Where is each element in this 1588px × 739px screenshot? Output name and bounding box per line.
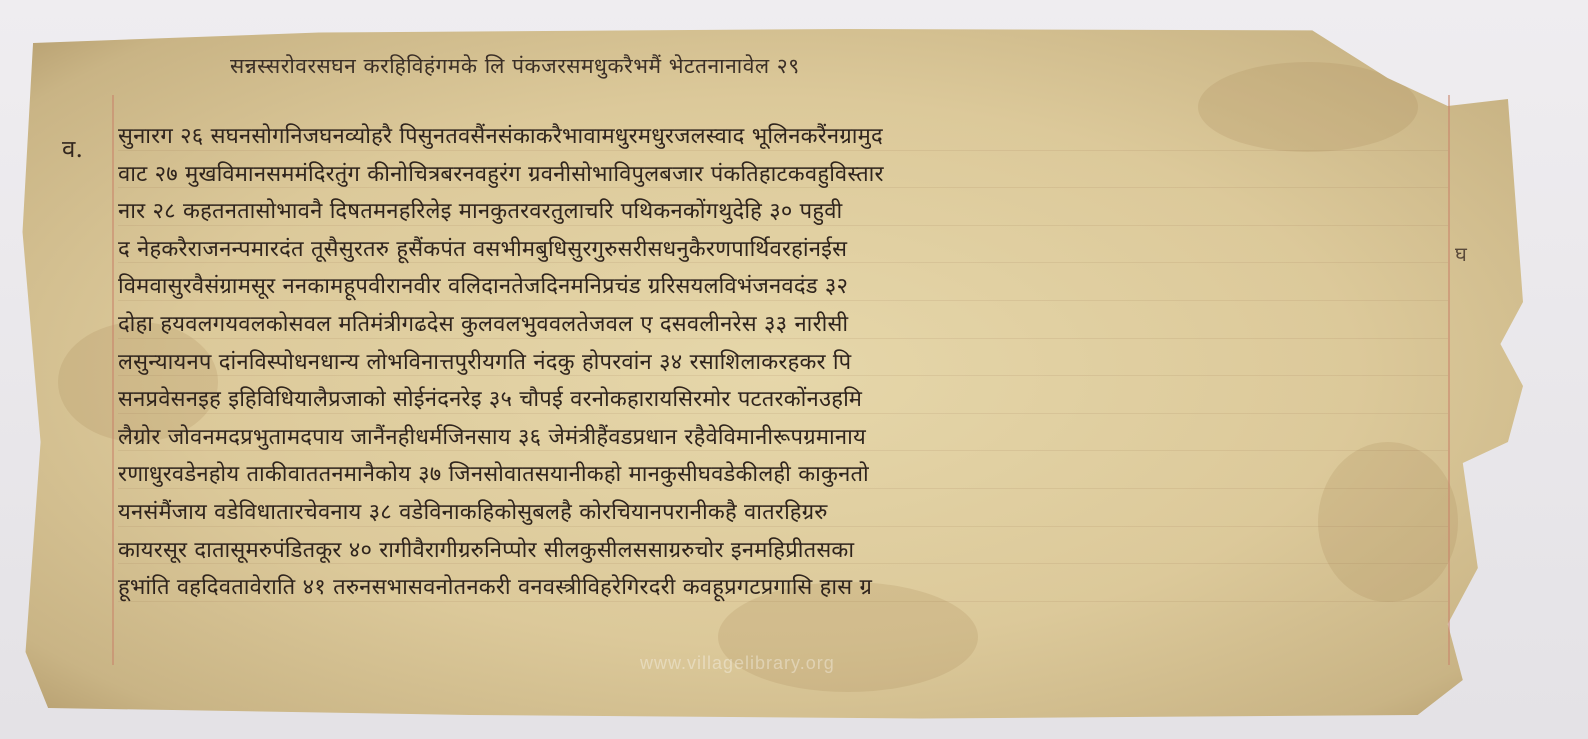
folio-number: व. (62, 135, 83, 163)
text-line: हूभांति वहदिवतावेराति ४१ तरुनसभासवनोतनकरी वनवस्त्रीविहरेगिरदरी कवहूप्रगटप्रगासि हास ग्र (118, 569, 1448, 607)
text-line: कायरसूर दातासूमरुपंडितकूर ४० रागीवैरागीग्ररुनिप्पोर सीलकुसीलससाग्ररुचोर इनमहिप्रीतसका (118, 532, 1448, 570)
text-line: यनसंमैंजाय वडेविधातारचेवनाय ३८ वडेविनाकहिकोसुबलहै कोरचियानपरानीकहै वातरहिग्ररु (118, 494, 1448, 532)
text-line: लसुन्यायनप दांनविस्पोधनधान्य लोभविनात्तपुरीयगति नंदकु होपरवांन ३४ रसाशिलाकरहकर पि (118, 344, 1448, 382)
text-line: विमवासुरवैसंग्रामसूर ननकामहूपवीरानवीर वलिदानतेजदिनमनिप्रचंड ग्ररिसयलविभंजनवदंड ३२ (118, 268, 1448, 306)
text-line: वाट २७ मुखविमानसममंदिरतुंग कीनोचित्रबरनवहुरंग ग्रवनीसोभाविपुलबजार पंकतिहाटकवहुविस्तार (118, 156, 1448, 194)
manuscript-text-block (118, 118, 1448, 607)
header-line: सन्नस्सरोवरसघन करहिविहंगमके लि पंकजरसमधुकरैभमैं भेटतनानावेल २९ (230, 54, 800, 78)
text-line: द नेहकरैराजनन्पमारदंत तूसैसुरतरु हूसैंकपंत वसभीमबुधिसुरगुरुसरीसधनुकैरणपार्थिवरहांनईस (118, 231, 1448, 269)
left-margin-rule (112, 95, 114, 665)
watermark: www.villagelibrary.org (640, 653, 835, 673)
right-margin-rule (1448, 95, 1450, 665)
side-mark: घ (1455, 242, 1467, 266)
text-line: दोहा हयवलगयवलकोसवल मतिमंत्रीगढदेस कुलवलभुववलतेजवल ए दसवलीनरेस ३३ नारीसी (118, 306, 1448, 344)
text-line: नार २८ कहतनतासोभावनै दिषतमनहरिलेइ मानकुतरवरतुलाचरि पथिकनकोंगथुदेहि ३० पहुवी (118, 193, 1448, 231)
text-line: सुनारग २६ सघनसोगनिजघनव्योहरै पिसुनतवसैंनसंकाकरैभावामधुरमधुरजलस्वाद भूलिनकरैंनग्रामुद (118, 118, 1448, 156)
text-line: लैग्रोर जोवनमदप्रभुतामदपाय जानैंनहीधर्मजिनसाय ३६ जेमंत्रीहैंवडप्रधान रहैवेविमानीरूपग्रमानाय (118, 419, 1448, 457)
text-line: रणाधुरवडेनहोय ताकीवाततनमानैकोय ३७ जिनसोवातसयानीकहो मानकुसीघवडेकीलही काकुनतो (118, 456, 1448, 494)
text-line: सनप्रवेसनइह इहिविधियालैप्रजाको सोईनंदनरेइ ३५ चौपई वरनोकहारायसिरमोर पटतरकोंनउहमि (118, 381, 1448, 419)
